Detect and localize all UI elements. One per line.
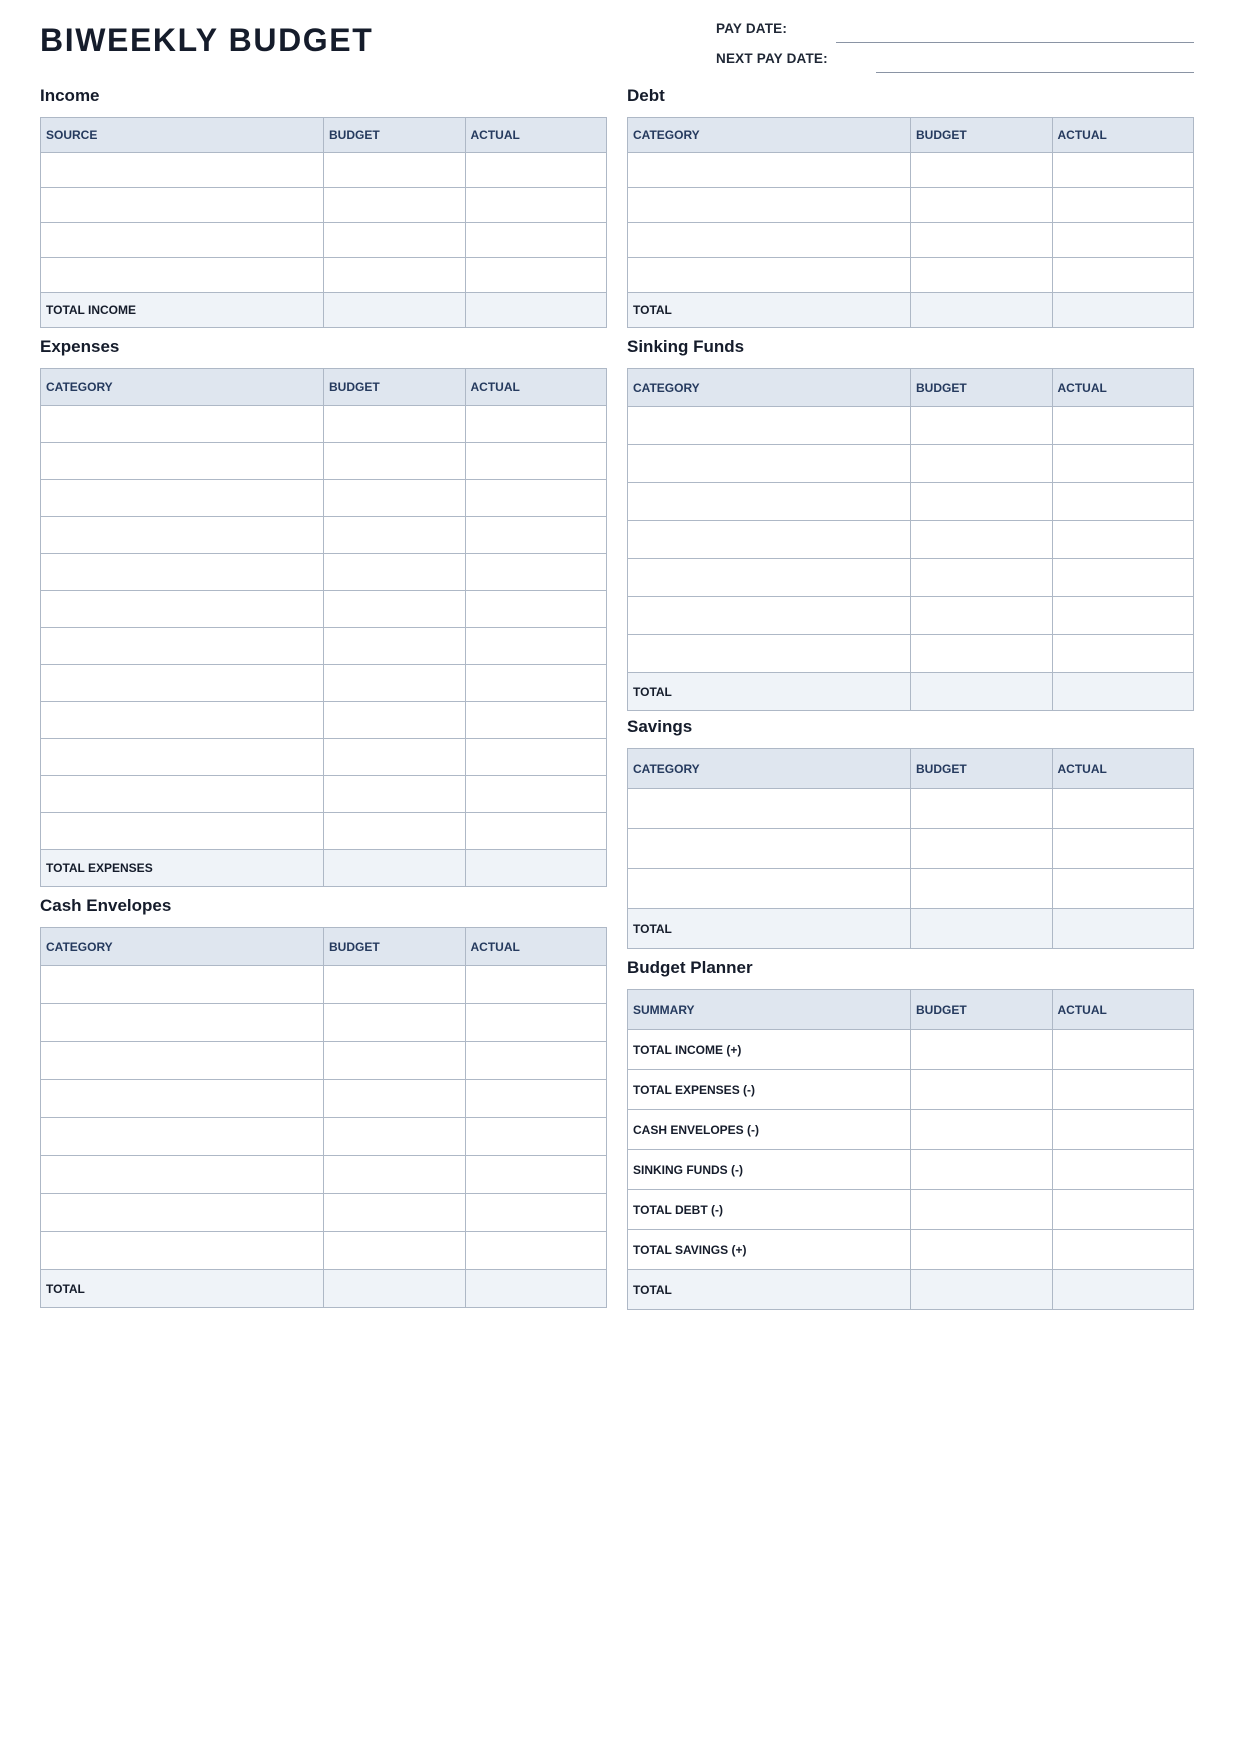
table-header-row <box>628 118 1194 153</box>
row-label: TOTAL INCOME (+) <box>628 1030 911 1070</box>
actual-cell[interactable] <box>1052 635 1194 673</box>
cash-envelopes-table <box>40 927 607 1308</box>
total-label: TOTAL <box>628 293 911 328</box>
table-row <box>628 483 1194 521</box>
table-row <box>628 521 1194 559</box>
category-cell[interactable] <box>41 702 324 739</box>
column-header: CATEGORY <box>41 369 324 406</box>
table-row <box>41 702 607 739</box>
category-cell[interactable] <box>628 407 911 445</box>
column-header: ACTUAL <box>1052 118 1194 153</box>
table-row <box>41 406 607 443</box>
actual-cell[interactable] <box>1052 223 1194 258</box>
budget-cell[interactable] <box>324 406 466 443</box>
category-cell[interactable] <box>41 1156 324 1194</box>
budget-cell[interactable] <box>911 258 1053 293</box>
total-row <box>628 673 1194 711</box>
budget-cell[interactable] <box>324 1118 466 1156</box>
column-header: BUDGET <box>911 990 1053 1030</box>
category-cell[interactable] <box>41 554 324 591</box>
category-cell[interactable] <box>41 813 324 850</box>
table-row <box>41 443 607 480</box>
category-cell[interactable] <box>628 188 911 223</box>
actual-cell[interactable] <box>1052 1030 1194 1070</box>
budget-cell[interactable] <box>324 554 466 591</box>
budget-total-cell[interactable] <box>911 909 1053 949</box>
sinking-funds-section <box>627 337 1194 711</box>
budget-total-cell[interactable] <box>911 673 1053 711</box>
total-label: TOTAL INCOME <box>41 293 324 328</box>
budget-cell[interactable] <box>911 789 1053 829</box>
table-row <box>628 559 1194 597</box>
section-title: Budget Planner <box>627 958 753 977</box>
actual-cell[interactable] <box>1052 483 1194 521</box>
budget-cell[interactable] <box>911 1110 1053 1150</box>
budget-cell[interactable] <box>911 869 1053 909</box>
column-header: SUMMARY <box>628 990 911 1030</box>
table-row <box>628 597 1194 635</box>
total-label: TOTAL <box>628 673 911 711</box>
budget-cell[interactable] <box>911 407 1053 445</box>
actual-cell[interactable] <box>465 517 607 554</box>
actual-cell[interactable] <box>1052 597 1194 635</box>
pay-date-field[interactable] <box>836 42 1194 43</box>
column-header: ACTUAL <box>1052 749 1194 789</box>
table-row <box>41 554 607 591</box>
budget-cell[interactable] <box>324 1080 466 1118</box>
table-row <box>628 1070 1194 1110</box>
actual-cell[interactable] <box>465 406 607 443</box>
column-header: ACTUAL <box>1052 990 1194 1030</box>
actual-cell[interactable] <box>1052 445 1194 483</box>
budget-cell[interactable] <box>324 1042 466 1080</box>
actual-total-cell[interactable] <box>465 293 607 328</box>
total-row <box>628 293 1194 328</box>
category-cell[interactable] <box>41 1080 324 1118</box>
table-row <box>41 1232 607 1270</box>
actual-cell[interactable] <box>1052 1190 1194 1230</box>
table-row <box>628 407 1194 445</box>
table-row <box>41 153 607 188</box>
total-label: TOTAL EXPENSES <box>41 850 324 887</box>
category-cell[interactable] <box>628 829 911 869</box>
expenses-table <box>40 368 607 887</box>
category-cell[interactable] <box>628 597 911 635</box>
actual-total-cell[interactable] <box>1052 293 1194 328</box>
budget-cell[interactable] <box>324 702 466 739</box>
actual-cell[interactable] <box>465 1156 607 1194</box>
actual-cell[interactable] <box>465 665 607 702</box>
table-header-row <box>628 990 1194 1030</box>
income-section <box>40 86 607 328</box>
actual-cell[interactable] <box>1052 521 1194 559</box>
actual-cell[interactable] <box>1052 829 1194 869</box>
total-label: TOTAL <box>628 909 911 949</box>
row-label: SINKING FUNDS (-) <box>628 1150 911 1190</box>
category-cell[interactable] <box>41 776 324 813</box>
row-label: TOTAL SAVINGS (+) <box>628 1230 911 1270</box>
actual-cell[interactable] <box>1052 1110 1194 1150</box>
table-row <box>41 665 607 702</box>
actual-cell[interactable] <box>465 966 607 1004</box>
table-row <box>628 1190 1194 1230</box>
budget-cell[interactable] <box>324 1156 466 1194</box>
section-title: Debt <box>627 86 665 105</box>
category-cell[interactable] <box>628 223 911 258</box>
next-pay-date-field[interactable] <box>876 72 1194 73</box>
category-cell[interactable] <box>41 1042 324 1080</box>
actual-cell[interactable] <box>465 223 607 258</box>
actual-cell[interactable] <box>465 739 607 776</box>
column-header: BUDGET <box>324 369 466 406</box>
budget-cell[interactable] <box>324 443 466 480</box>
table-header-row <box>41 928 607 966</box>
table-row <box>41 739 607 776</box>
budget-cell[interactable] <box>911 521 1053 559</box>
section-title: Cash Envelopes <box>40 896 172 915</box>
actual-cell[interactable] <box>1052 188 1194 223</box>
savings-table <box>627 748 1194 949</box>
table-row <box>41 1042 607 1080</box>
column-header: BUDGET <box>911 118 1053 153</box>
budget-cell[interactable] <box>324 258 466 293</box>
actual-cell[interactable] <box>465 702 607 739</box>
budget-cell[interactable] <box>324 480 466 517</box>
table-row <box>628 153 1194 188</box>
budget-cell[interactable] <box>324 188 466 223</box>
actual-cell[interactable] <box>1052 869 1194 909</box>
category-cell[interactable] <box>41 628 324 665</box>
budget-total-cell[interactable] <box>911 1270 1053 1310</box>
column-header: SOURCE <box>41 118 324 153</box>
actual-cell[interactable] <box>1052 153 1194 188</box>
actual-cell[interactable] <box>1052 407 1194 445</box>
table-row <box>41 591 607 628</box>
category-cell[interactable] <box>628 521 911 559</box>
table-row <box>41 1194 607 1232</box>
category-cell[interactable] <box>41 1118 324 1156</box>
expenses-section <box>40 337 607 887</box>
actual-cell[interactable] <box>465 258 607 293</box>
table-row <box>41 223 607 258</box>
actual-cell[interactable] <box>465 1042 607 1080</box>
table-row <box>41 188 607 223</box>
actual-cell[interactable] <box>1052 258 1194 293</box>
actual-total-cell[interactable] <box>465 1270 607 1308</box>
total-row <box>41 293 607 328</box>
budget-cell[interactable] <box>324 1004 466 1042</box>
total-row <box>628 1270 1194 1310</box>
budget-cell[interactable] <box>911 635 1053 673</box>
budget-total-cell[interactable] <box>324 850 466 887</box>
table-row <box>628 1150 1194 1190</box>
budget-cell[interactable] <box>324 739 466 776</box>
actual-total-cell[interactable] <box>465 850 607 887</box>
total-row <box>41 1270 607 1308</box>
budget-cell[interactable] <box>911 483 1053 521</box>
category-cell[interactable] <box>628 559 911 597</box>
section-title: Expenses <box>40 337 120 356</box>
actual-cell[interactable] <box>465 1118 607 1156</box>
cash-envelopes-section <box>40 896 607 1308</box>
table-row <box>41 1156 607 1194</box>
category-cell[interactable] <box>41 1232 324 1270</box>
budget-total-cell[interactable] <box>324 293 466 328</box>
budget-cell[interactable] <box>911 559 1053 597</box>
category-cell[interactable] <box>41 665 324 702</box>
budget-cell[interactable] <box>911 223 1053 258</box>
category-cell[interactable] <box>628 153 911 188</box>
table-row <box>41 517 607 554</box>
sinking-funds-table <box>627 368 1194 711</box>
column-header: CATEGORY <box>628 118 911 153</box>
budget-cell[interactable] <box>911 829 1053 869</box>
actual-cell[interactable] <box>465 443 607 480</box>
table-row <box>41 813 607 850</box>
table-row <box>628 188 1194 223</box>
column-header: CATEGORY <box>628 749 911 789</box>
actual-cell[interactable] <box>1052 789 1194 829</box>
table-row <box>41 1004 607 1042</box>
table-row <box>628 829 1194 869</box>
budget-cell[interactable] <box>911 445 1053 483</box>
budget-cell[interactable] <box>324 223 466 258</box>
category-cell[interactable] <box>41 480 324 517</box>
category-cell[interactable] <box>41 406 324 443</box>
table-row <box>628 1230 1194 1270</box>
budget-cell[interactable] <box>324 665 466 702</box>
budget-cell[interactable] <box>911 597 1053 635</box>
table-row <box>628 869 1194 909</box>
actual-cell[interactable] <box>465 554 607 591</box>
budget-cell[interactable] <box>324 517 466 554</box>
column-header: CATEGORY <box>628 369 911 407</box>
budget-cell[interactable] <box>324 1194 466 1232</box>
column-header: ACTUAL <box>465 369 607 406</box>
budget-total-cell[interactable] <box>324 1270 466 1308</box>
row-label: TOTAL EXPENSES (-) <box>628 1070 911 1110</box>
section-title: Income <box>40 86 100 105</box>
table-row <box>41 628 607 665</box>
table-row <box>41 966 607 1004</box>
table-header-row <box>628 369 1194 407</box>
budget-cell[interactable] <box>324 813 466 850</box>
category-cell[interactable] <box>41 591 324 628</box>
budget-cell[interactable] <box>911 1230 1053 1270</box>
actual-total-cell[interactable] <box>1052 673 1194 711</box>
category-cell[interactable] <box>41 1004 324 1042</box>
category-cell[interactable] <box>628 635 911 673</box>
table-row <box>41 776 607 813</box>
table-header-row <box>41 369 607 406</box>
category-cell[interactable] <box>41 258 324 293</box>
actual-cell[interactable] <box>465 776 607 813</box>
category-cell[interactable] <box>628 445 911 483</box>
category-cell[interactable] <box>41 1194 324 1232</box>
debt-table <box>627 117 1194 328</box>
table-row <box>41 1118 607 1156</box>
actual-cell[interactable] <box>465 628 607 665</box>
actual-cell[interactable] <box>1052 559 1194 597</box>
table-row <box>628 445 1194 483</box>
section-title: Sinking Funds <box>627 337 745 356</box>
category-cell[interactable] <box>628 483 911 521</box>
category-cell[interactable] <box>41 153 324 188</box>
actual-cell[interactable] <box>465 1232 607 1270</box>
table-row <box>41 480 607 517</box>
table-row <box>628 223 1194 258</box>
section-title: Savings <box>627 717 693 736</box>
column-header: BUDGET <box>911 369 1053 407</box>
income-table <box>40 117 607 328</box>
budget-cell[interactable] <box>911 1190 1053 1230</box>
budget-cell[interactable] <box>324 1232 466 1270</box>
column-header: ACTUAL <box>465 928 607 966</box>
budget-cell[interactable] <box>324 591 466 628</box>
pay-date-label: PAY DATE: <box>716 21 788 36</box>
category-cell[interactable] <box>41 966 324 1004</box>
actual-total-cell[interactable] <box>1052 1270 1194 1310</box>
table-row <box>628 789 1194 829</box>
budget-cell[interactable] <box>911 1030 1053 1070</box>
actual-cell[interactable] <box>465 188 607 223</box>
debt-section <box>627 86 1194 328</box>
budget-cell[interactable] <box>911 188 1053 223</box>
row-label: CASH ENVELOPES (-) <box>628 1110 911 1150</box>
category-cell[interactable] <box>628 789 911 829</box>
column-header: BUDGET <box>911 749 1053 789</box>
column-header: ACTUAL <box>1052 369 1194 407</box>
total-row <box>41 850 607 887</box>
actual-cell[interactable] <box>465 1004 607 1042</box>
table-row <box>628 258 1194 293</box>
table-header-row <box>628 749 1194 789</box>
actual-cell[interactable] <box>465 480 607 517</box>
budget-cell[interactable] <box>911 153 1053 188</box>
actual-cell[interactable] <box>1052 1070 1194 1110</box>
column-header: CATEGORY <box>41 928 324 966</box>
savings-section <box>627 717 1194 949</box>
row-label: TOTAL DEBT (-) <box>628 1190 911 1230</box>
actual-cell[interactable] <box>1052 1150 1194 1190</box>
actual-cell[interactable] <box>465 1194 607 1232</box>
budget-cell[interactable] <box>324 776 466 813</box>
table-header-row <box>41 118 607 153</box>
budget-cell[interactable] <box>911 1070 1053 1110</box>
category-cell[interactable] <box>41 443 324 480</box>
actual-total-cell[interactable] <box>1052 909 1194 949</box>
category-cell[interactable] <box>41 739 324 776</box>
total-label: TOTAL <box>628 1270 911 1310</box>
total-label: TOTAL <box>41 1270 324 1308</box>
budget-planner-section <box>627 958 1194 1310</box>
actual-cell[interactable] <box>1052 1230 1194 1270</box>
category-cell[interactable] <box>628 869 911 909</box>
page-title: BIWEEKLY BUDGET <box>40 22 374 58</box>
table-row <box>41 1080 607 1118</box>
table-row <box>628 635 1194 673</box>
category-cell[interactable] <box>41 223 324 258</box>
table-row <box>628 1110 1194 1150</box>
category-cell[interactable] <box>41 517 324 554</box>
column-header: BUDGET <box>324 928 466 966</box>
total-row <box>628 909 1194 949</box>
budget-cell[interactable] <box>911 1150 1053 1190</box>
actual-cell[interactable] <box>465 591 607 628</box>
next-pay-date-label: NEXT PAY DATE: <box>716 51 828 66</box>
table-row <box>41 258 607 293</box>
budget-cell[interactable] <box>324 628 466 665</box>
actual-cell[interactable] <box>465 813 607 850</box>
table-row <box>628 1030 1194 1070</box>
budget-cell[interactable] <box>324 153 466 188</box>
column-header: BUDGET <box>324 118 466 153</box>
budget-cell[interactable] <box>324 966 466 1004</box>
category-cell[interactable] <box>41 188 324 223</box>
category-cell[interactable] <box>628 258 911 293</box>
actual-cell[interactable] <box>465 153 607 188</box>
budget-planner-table <box>627 989 1194 1310</box>
budget-total-cell[interactable] <box>911 293 1053 328</box>
column-header: ACTUAL <box>465 118 607 153</box>
actual-cell[interactable] <box>465 1080 607 1118</box>
